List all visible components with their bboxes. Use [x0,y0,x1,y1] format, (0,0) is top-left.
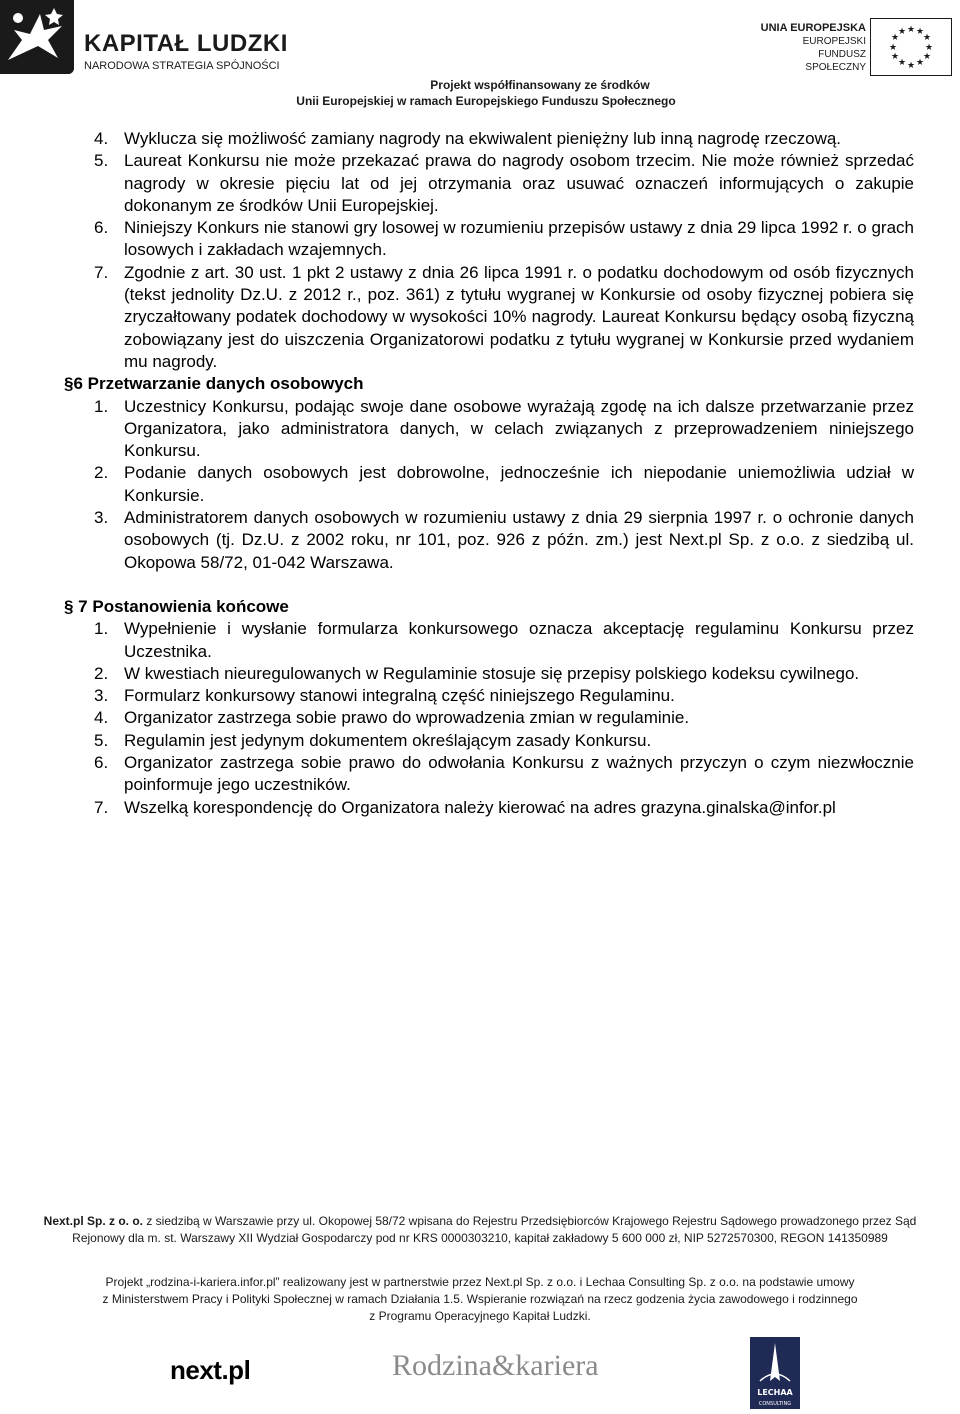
footer-project-info [0,1274,960,1325]
footer-company-line-2: Rejonowy dla m. st. Warszawy XII Wydział Gospodarczy pod nr KRS 0000303210, kapitał zakładowy 5 600 000 zł, NIP 5272570300, REGON 141350989 [72,1231,888,1245]
eu-title: UNIA EUROPEJSKA [760,22,866,34]
lechaa-consulting-logo [750,1337,800,1409]
eu-line3: FUNDUSZ SPOŁECZNY [805,49,866,73]
next-pl-logo: next.pl [170,1355,251,1385]
list-item: 6. Niniejszy Konkurs nie stanowi gry losowej w rozumieniu przepisów ustawy z dnia 29 lipca 1992 r. o grach losowych i zakładach wzajemnych. [94,218,914,260]
list-item: 2. Podanie danych osobowych jest dobrowolne, jednocześnie ich niepodanie uniemożliwia udział w Konkursie. [94,463,914,505]
page-header [0,0,960,112]
list-item: 4. Organizator zastrzega sobie prawo do wprowadzenia zmian w regulaminie. [94,708,690,728]
cofinanced-line-1: Projekt współfinansowany ze środków [430,78,650,92]
footer-project-line-1: Projekt „rodzina-i-kariera.infor.pl” realizowany jest w partnerstwie przez Next.pl Sp. z o.o. i Lechaa Consulting Sp. z o.o. na podstawie umowy [105,1275,855,1289]
list-item: 2. W kwestiach nieuregulowanych w Regulaminie stosuje się przepisy polskiego kodeksu cywilnego. [94,663,860,683]
list-item: 4. Wyklucza się możliwość zamiany nagrody na ekwiwalent pieniężny lub inną nagrodę rzeczową. [94,129,842,148]
footer-company-info [0,1213,960,1247]
svg-text:★: ★ [922,52,932,62]
list-item: 1. Uczestnicy Konkursu, podając swoje dane osobowe wyrażają zgodę na ich dalsze przetwarzanie przez Organizatora, jako administratora danych, w celach związanych z przeprowadzeniem niniejszego Konkursu. [94,396,914,461]
eu-logo [756,18,956,78]
svg-text:★: ★ [922,33,932,43]
svg-text:★: ★ [897,58,907,68]
kapital-ludzki-subtitle: NARODOWA STRATEGIA SPÓJNOŚCI [84,60,280,72]
svg-text:★: ★ [890,33,900,43]
eu-flag-icon [870,18,952,76]
list-item: 6. Organizator zastrzega sobie prawo do odwołania Konkursu z ważnych przyczyn o czym niezwłocznie poinformuje jego uczestników. [94,753,914,795]
footer-project-line-3: z Programu Operacyjnego Kapitał Ludzki. [369,1309,591,1323]
list-item: 5. Regulamin jest jedynym dokumentem określającym zasady Konkursu. [94,730,652,750]
list-item: 3. Formularz konkursowy stanowi integralną część niniejszego Regulaminu. [94,686,675,706]
document-body [64,128,914,819]
eu-text [756,22,866,74]
kapital-ludzki-logo [0,0,300,80]
svg-text:★: ★ [906,25,916,35]
svg-text:★: ★ [890,52,900,62]
footer-project-line-2: z Ministerstwem Pracy i Polityki Społecznej w ramach Działania 1.5. Wspieranie rozwiązań na rzecz godzenia życia zawodowego i rodzinnego [102,1292,858,1306]
svg-text:★: ★ [888,43,898,53]
lechaa-logo-subtext: CONSULTING [758,1401,792,1407]
rodzina-kariera-logo: Rodzina&kariera [392,1349,599,1382]
partner-logos [0,1335,960,1409]
lechaa-logo-text: LECHAA [757,1388,793,1397]
cofinanced-line-2: Unii Europejskiej w ramach Europejskiego Funduszu Społecznego [296,94,676,108]
svg-text:★: ★ [897,27,907,37]
list-item: 5. Laureat Konkursu nie może przekazać prawa do nagrody osobom trzecim. Nie może również sprzedać nagrody w okresie pięciu lat od jej otrzymania oraz usuwać oznaczeń informujących o zakupie dokonanym ze środków Unii Europejskiej. [94,151,914,215]
list-item: 7. Zgodnie z art. 30 ust. 1 pkt 2 ustawy z dnia 26 lipca 1991 r. o podatku dochodowym od osób fizycznych (tekst jednolity Dz.U. z 2012 r., poz. 361) z tytułu wygranej w Konkursie od osoby fizycznej pobiera się zryczałtowany podatek dochodowy w wysokości 10% nagrody. Laureat Konkursu będący osobą fizyczną zobowiązany jest do uiszczenia Organizatorowi podatku z tytułu wygranej w Konkursie przed wydaniem mu nagrody. [94,262,914,371]
svg-text:★: ★ [924,43,934,53]
list-item: 1. Wypełnienie i wysłanie formularza konkursowego oznacza akceptację regulaminu Konkursu przez Uczestnika. [94,619,914,661]
svg-text:★: ★ [915,27,925,37]
kapital-ludzki-mark-icon [0,0,74,74]
list-item: 3. Administratorem danych osobowych w rozumieniu ustawy z dnia 29 sierpnia 1997 r. o ochronie danych osobowych (tj. Dz.U. z 2002 roku, nr 101, poz. 926 z późn. zm.) jest Next.pl Sp. z o.o. z siedzibą ul. Okopowa 58/72, 01-042 Warszawa. [94,508,914,572]
section-7-heading: § 7 Postanowienia końcowe [64,596,289,616]
svg-text:★: ★ [906,61,916,71]
footer-company-line-1: Next.pl Sp. z o. o. z siedzibą w Warszawie przy ul. Okopowej 58/72 wpisana do Rejestru Przedsiębiorców Krajowego Rejestru Sądowego prowadzonego przez Sąd [43,1214,917,1228]
list-item: 7. Wszelką korespondencję do Organizatora należy kierować na adres grazyna.ginalska@infor.pl [94,797,836,817]
svg-text:★: ★ [915,58,925,68]
section-6-heading: §6 Przetwarzanie danych osobowych [64,374,364,394]
eu-line2: EUROPEJSKI [802,36,866,47]
kapital-ludzki-title: KAPITAŁ LUDZKI [84,30,288,57]
spacer [74,574,914,596]
